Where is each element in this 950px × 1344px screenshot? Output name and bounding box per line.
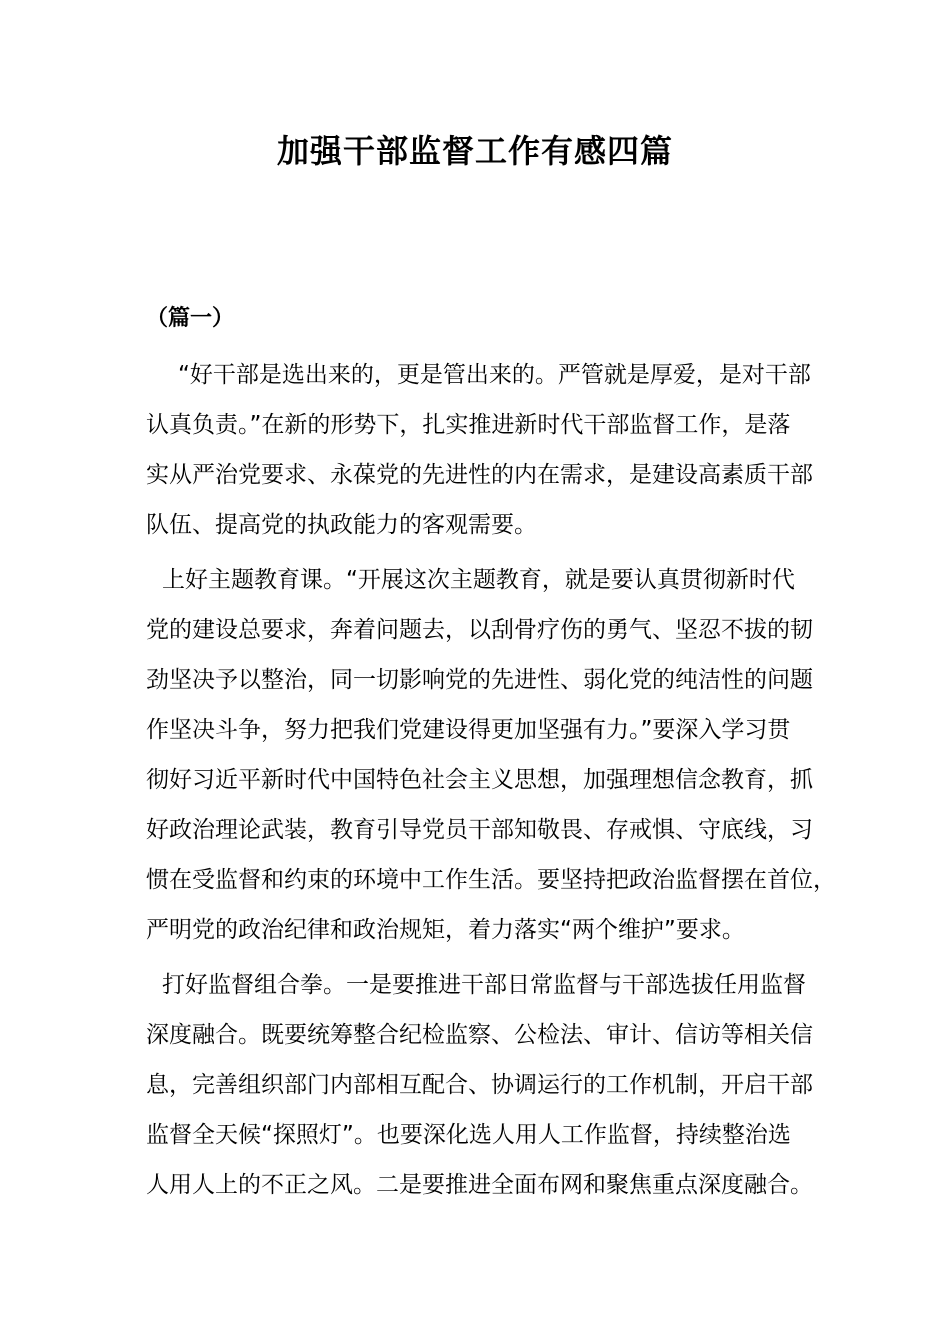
paragraph-line: 认真负责。”在新的形势下，扎实推进新时代干部监督工作，是落 [146,412,791,438]
paragraph-line: 劲坚决予以整治，同一切影响党的先进性、弱化党的纯洁性的问题 [146,667,813,693]
paragraph-line: 队伍、提高党的执政能力的客观需要。 [146,512,537,538]
paragraph-line: 惯在受监督和约束的环境中工作生活。要坚持把政治监督摆在首位， [146,867,836,893]
paragraph-3 [146,960,813,1210]
paragraph-1 [146,350,813,550]
paragraph-2 [146,555,836,955]
paragraph-line: 打好监督组合拳。一是要推进干部日常监督与干部选拔任用监督 [162,972,806,998]
paragraph-line: 彻好习近平新时代中国特色社会主义思想，加强理想信念教育，抓 [146,767,813,793]
paragraph-line: 党的建设总要求，奔着问题去，以刮骨疗伤的勇气、坚忍不拔的韧 [146,617,813,643]
paragraph-line: 好政治理论武装，教育引导党员干部知敬畏、存戒惧、守底线，习 [146,817,813,843]
paragraph-line: 作坚决斗争，努力把我们党建设得更加坚强有力。”要深入学习贯 [146,717,791,743]
paragraph-line: 监督全天候“探照灯”。也要深化选人用人工作监督，持续整治选 [146,1122,791,1148]
paragraph-line: 实从严治党要求、永葆党的先进性的内在需求，是建设高素质干部 [146,462,813,488]
paragraph-line: 息，完善组织部门内部相互配合、协调运行的工作机制，开启干部 [146,1072,813,1098]
paragraph-line: 深度融合。既要统筹整合纪检监察、公检法、审计、信访等相关信 [146,1022,813,1048]
document-title: 加强干部监督工作有感四篇 [276,132,673,170]
paragraph-line: 严明党的政治纪律和政治规矩，着力落实“两个维护”要求。 [146,917,745,943]
section-heading: （篇一） [146,306,235,331]
paragraph-line: 上好主题教育课。“开展这次主题教育，就是要认真贯彻新时代 [162,567,795,593]
paragraph-line: 人用人上的不正之风。二是要推进全面布网和聚焦重点深度融合。 [146,1172,813,1198]
paragraph-line: “好干部是选出来的，更是管出来的。严管就是厚爱，是对干部 [178,362,811,388]
